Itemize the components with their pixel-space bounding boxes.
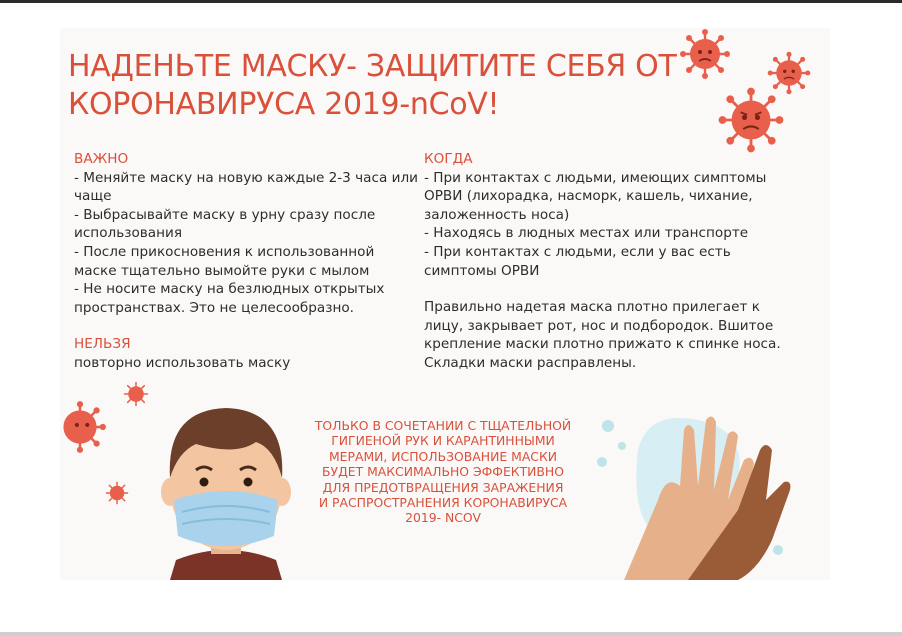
window-top-border (0, 0, 902, 3)
hygiene-callout: ТОЛЬКО В СОЧЕТАНИИ С ТЩАТЕЛЬНОЙ ГИГИЕНОЙ РУК И КАРАНТИННЫМИ МЕРАМИ, ИСПОЛЬЗОВАНИЕ МАСКИ БУДЕТ МАКСИМАЛЬНО ЭФФЕКТИВНО ДЛЯ ПРЕДОТВРАЩЕНИЯ ЗАРАЖЕНИЯ И РАСПРОСТРАНЕНИЯ КОРОНАВИРУСА 2019- NCOV (314, 418, 572, 526)
virus-icon (104, 480, 130, 506)
list-item: - Меняйте маску на новую каждые 2-3 часа или чаще (74, 169, 418, 205)
when-section (424, 150, 784, 373)
important-list (74, 169, 419, 318)
when-heading: КОГДА (424, 151, 473, 167)
title-line-2: КОРОНАВИРУСА 2019-nCoV! (68, 87, 500, 122)
virus-icon (716, 86, 786, 154)
title-line-1: НАДЕНЬТЕ МАСКУ- ЗАЩИТИТЕ СЕБЯ ОТ (68, 49, 677, 84)
window-bottom-border (0, 632, 902, 636)
list-item: - При контактах с людьми, если у вас есть симптомы ОРВИ (424, 243, 731, 279)
important-section (74, 150, 419, 373)
person-with-mask-illustration (156, 400, 296, 580)
list-item: - Не носите маску на безлюдных открытых пространствах. Это не целесообразно. (74, 281, 385, 316)
list-item: - При контактах с людьми, имеющих симптомы ОРВИ (лихорадка, насморк, кашель, чихание, заложенность носа) (424, 169, 767, 223)
virus-icon (122, 380, 150, 408)
list-item: - Находясь в людных местах или транспорте (424, 225, 749, 242)
list-item: - Выбрасывайте маску в урну сразу после использования (74, 206, 376, 242)
proper-wearing-text: Правильно надетая маска плотно прилегает к лицу, закрывает рот, нос и подбородок. Вшитое крепление маски плотно прижато к спинке носа. Складки маски расправлены. (424, 299, 781, 371)
forbidden-text: повторно использовать маску (74, 354, 291, 371)
important-heading: ВАЖНО (74, 151, 129, 167)
poster (60, 28, 830, 580)
washing-hands-illustration (588, 390, 828, 580)
poster-title (68, 48, 708, 124)
list-item: - После прикосновения к использованной маске тщательно вымойте руки с мылом (74, 243, 375, 279)
virus-icon (60, 398, 108, 456)
forbidden-heading: НЕЛЬЗЯ (74, 336, 131, 353)
virus-icon (678, 28, 732, 80)
when-list (424, 169, 784, 281)
